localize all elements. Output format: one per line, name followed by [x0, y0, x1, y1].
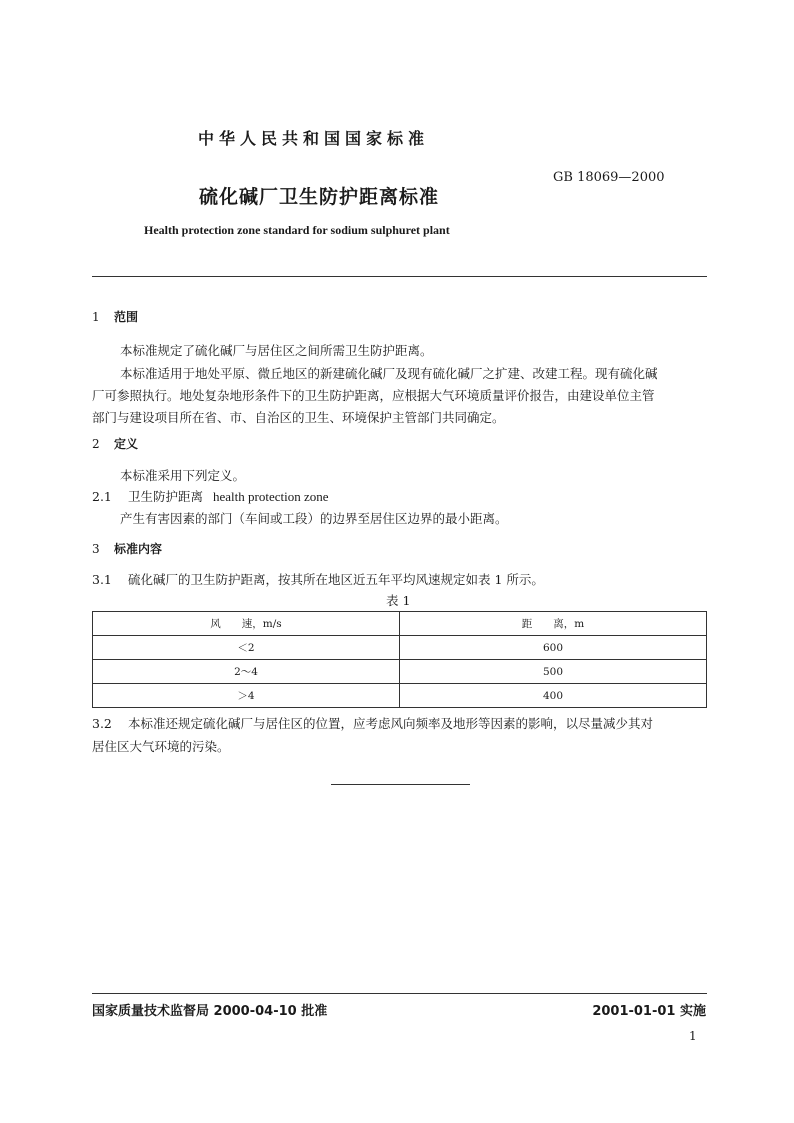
page-number: 1: [689, 1029, 697, 1043]
section-2-title: 定义: [114, 437, 139, 451]
approval-line: 国家质量技术监督局 2000-04-10 批准: [92, 1004, 328, 1019]
issuing-authority-heading: 中华人民共和国国家标准: [198, 129, 430, 148]
header-divider: [92, 276, 707, 277]
section-2-heading: [92, 435, 138, 452]
table-row: [93, 660, 707, 684]
end-of-text-rule: [331, 784, 470, 785]
definition-2-1: [92, 487, 329, 505]
table-cell: ＞4: [93, 684, 400, 708]
clause-3-1-number: 3.1: [92, 572, 112, 587]
table-header-cell: 风 速，m/s: [93, 612, 400, 636]
table-row: [93, 684, 707, 708]
section-2-number: 2: [92, 437, 100, 451]
definition-2-1-text: 产生有害因素的部门（车间或工段）的边界至居住区边界的最小距离。: [120, 511, 508, 526]
section-3-heading: [92, 540, 162, 557]
document-title-en: Health protection zone standard for sodium sulphuret plant: [144, 223, 450, 237]
table-caption: 表 1: [386, 593, 411, 608]
clause-3-2-text-line-2: 居住区大气环境的污染。: [92, 739, 230, 754]
clause-3-1: [92, 570, 544, 588]
effective-date-line: 2001-01-01 实施: [592, 1004, 706, 1019]
table-cell: ＜2: [93, 636, 400, 660]
section-1-paragraph-2-line-1: 本标准适用于地处平原、微丘地区的新建硫化碱厂及现有硫化碱厂之扩建、改建工程。现有硫化碱: [120, 366, 658, 381]
definition-2-1-number: 2.1: [92, 489, 112, 504]
document-title-cn: 硫化碱厂卫生防护距离标准: [199, 186, 440, 208]
table-header-row: [93, 612, 707, 636]
clause-3-2-number: 3.2: [92, 716, 112, 731]
table-cell: 500: [400, 660, 707, 684]
clause-3-2-text-line-1: 本标准还规定硫化碱厂与居住区的位置，应考虑风向频率及地形等因素的影响，以尽量减少其对: [128, 716, 654, 731]
footer-divider: [92, 993, 707, 994]
clause-3-1-text: 硫化碱厂的卫生防护距离，按其所在地区近五年平均风速规定如表 1 所示。: [128, 572, 544, 587]
section-2-paragraph-1: 本标准采用下列定义。: [120, 468, 246, 483]
definition-term-en: health protection zone: [213, 489, 329, 504]
section-3-title: 标准内容: [114, 542, 163, 556]
table-cell: 600: [400, 636, 707, 660]
standard-number: GB 18069—2000: [553, 170, 665, 185]
section-1-paragraph-2-line-2: 厂可参照执行。地处复杂地形条件下的卫生防护距离，应根据大气环境质量评价报告，由建设单位主管: [92, 388, 655, 403]
section-1-heading: [92, 308, 138, 325]
section-1-number: 1: [92, 310, 100, 324]
table-cell: 400: [400, 684, 707, 708]
section-1-paragraph-1: 本标准规定了硫化碱厂与居住区之间所需卫生防护距离。: [120, 343, 433, 358]
wind-speed-distance-table: [92, 611, 707, 708]
section-1-title: 范围: [114, 310, 139, 324]
section-1-paragraph-2-line-3: 部门与建设项目所在省、市、自治区的卫生、环境保护主管部门共同确定。: [92, 410, 505, 425]
section-3-number: 3: [92, 542, 100, 556]
definition-term-cn: 卫生防护距离: [128, 489, 204, 504]
table-row: [93, 636, 707, 660]
clause-3-2: [92, 714, 653, 732]
table-header-cell: 距 离，m: [400, 612, 707, 636]
table-cell: 2～4: [93, 660, 400, 684]
